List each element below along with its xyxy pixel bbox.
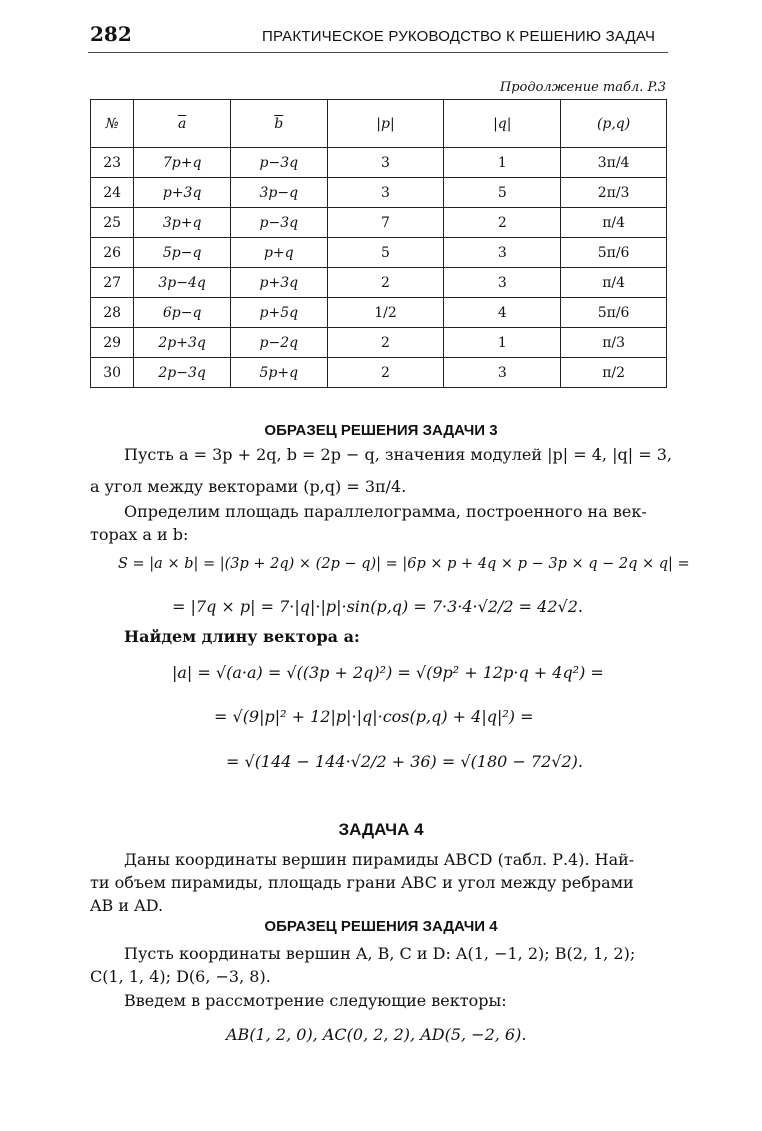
table-cell: 2π/3 <box>561 178 667 208</box>
table-row <box>91 298 667 328</box>
table-cell: 5p−q <box>134 238 231 268</box>
table-cell: 24 <box>91 178 134 208</box>
page-number: 282 <box>90 22 132 46</box>
sample4-paragraph-1b: C(1, 1, 4); D(6, −3, 8). <box>90 967 271 986</box>
col-angle: (p,q) <box>561 100 667 148</box>
table-cell: 2 <box>327 328 444 358</box>
table-cell: 4 <box>444 298 561 328</box>
col-p-mod: |p| <box>327 100 444 148</box>
sample3-paragraph-3a: Определим площадь параллелограмма, построенного на век- <box>124 502 647 521</box>
table-cell: 26 <box>91 238 134 268</box>
sample4-equation-1: AB(1, 2, 0), AC(0, 2, 2), AD(5, −2, 6). <box>226 1025 527 1044</box>
table-cell: 28 <box>91 298 134 328</box>
col-number: № <box>91 100 134 148</box>
task4-paragraph-1b: ти объем пирамиды, площадь грани ABC и угол между ребрами <box>90 873 634 892</box>
task4-paragraph-1c: AB и AD. <box>90 896 164 915</box>
table-cell: 25 <box>91 208 134 238</box>
table-row <box>91 148 667 178</box>
sample3-title: ОБРАЗЕЦ РЕШЕНИЯ ЗАДАЧИ 3 <box>264 422 498 439</box>
sample3-paragraph-2: а угол между векторами (p,q) = 3π/4. <box>90 477 407 496</box>
table-cell: 27 <box>91 268 134 298</box>
table-cell: 7 <box>327 208 444 238</box>
table-cell: 3π/4 <box>561 148 667 178</box>
sample3-equation-2: = |7q × p| = 7·|q|·|p|·sin(p,q) = 7·3·4·√2/2 = 42√2. <box>172 597 583 616</box>
table-cell: 23 <box>91 148 134 178</box>
table-row <box>91 358 667 388</box>
running-header: ПРАКТИЧЕСКОЕ РУКОВОДСТВО К РЕШЕНИЮ ЗАДАЧ <box>262 28 656 45</box>
header-divider <box>88 52 668 53</box>
task4-title: ЗАДАЧА 4 <box>338 820 424 839</box>
table-cell: 5π/6 <box>561 298 667 328</box>
table-cell: 29 <box>91 328 134 358</box>
table-cell: 3p+q <box>134 208 231 238</box>
table-cell: 1 <box>444 148 561 178</box>
table-row <box>91 208 667 238</box>
table-row <box>91 328 667 358</box>
table-row <box>91 238 667 268</box>
table-cell: 3 <box>444 238 561 268</box>
table-cell: 3p−4q <box>134 268 231 298</box>
sample4-title: ОБРАЗЕЦ РЕШЕНИЯ ЗАДАЧИ 4 <box>264 918 498 935</box>
table-cell: p−3q <box>230 208 327 238</box>
table-cell: 3 <box>327 148 444 178</box>
table-header-row <box>91 100 667 148</box>
table-cell: 7p+q <box>134 148 231 178</box>
table-cell: 2 <box>327 268 444 298</box>
table-cell: 2p+3q <box>134 328 231 358</box>
sample3-equation-3: |a| = √(a·a) = √((3p + 2q)²) = √(9p² + 12p·q + 4q²) = <box>172 663 604 682</box>
table-cell: p+3q <box>230 268 327 298</box>
table-cell: 3 <box>327 178 444 208</box>
sample3-equation-1: S = |a × b| = |(3p + 2q) × (2p − q)| = |6p × p + 4q × p − 3p × q − 2q × q| = <box>118 556 690 572</box>
sample3-equation-5: = √(144 − 144·√2/2 + 36) = √(180 − 72√2). <box>226 752 583 771</box>
table-row <box>91 178 667 208</box>
col-q-mod: |q| <box>444 100 561 148</box>
col-a: $\overline{a}$ <box>134 100 231 148</box>
table-cell: 2p−3q <box>134 358 231 388</box>
table-cell: π/4 <box>561 208 667 238</box>
table-cell: 5p+q <box>230 358 327 388</box>
table-cell: 1 <box>444 328 561 358</box>
table-cell: 5 <box>444 178 561 208</box>
table-cell: 2 <box>444 208 561 238</box>
table-cell: 2 <box>327 358 444 388</box>
table-cell: 3p−q <box>230 178 327 208</box>
sample3-paragraph-3b: торах a и b: <box>90 525 189 544</box>
table-cell: p−2q <box>230 328 327 358</box>
table-cell: π/3 <box>561 328 667 358</box>
sample4-paragraph-2: Введем в рассмотрение следующие векторы: <box>124 991 507 1010</box>
col-b: $\overline{b}$ <box>230 100 327 148</box>
table-cell: 1/2 <box>327 298 444 328</box>
table-row <box>91 268 667 298</box>
table-cell: π/2 <box>561 358 667 388</box>
task4-paragraph-1a: Даны координаты вершин пирамиды ABCD (табл. Р.4). Най- <box>124 850 635 869</box>
table-cell: 5 <box>327 238 444 268</box>
table-cell: p−3q <box>230 148 327 178</box>
table-caption: Продолжение табл. P.3 <box>499 80 666 95</box>
table-cell: p+q <box>230 238 327 268</box>
table-cell: π/4 <box>561 268 667 298</box>
table-cell: 6p−q <box>134 298 231 328</box>
table-cell: 5π/6 <box>561 238 667 268</box>
sample3-equation-4: = √(9|p|² + 12|p|·|q|·cos(p,q) + 4|q|²) = <box>214 707 534 726</box>
table-cell: p+3q <box>134 178 231 208</box>
vectors-table <box>90 99 667 388</box>
sample4-paragraph-1a: Пусть координаты вершин A, B, C и D: A(1, −1, 2); B(2, 1, 2); <box>124 944 636 963</box>
sample3-paragraph-1: Пусть a = 3p + 2q, b = 2p − q, значения модулей |p| = 4, |q| = 3, <box>124 445 672 464</box>
table-cell: 3 <box>444 358 561 388</box>
table-cell: p+5q <box>230 298 327 328</box>
table-cell: 30 <box>91 358 134 388</box>
table-cell: 3 <box>444 268 561 298</box>
sample3-paragraph-4: Найдем длину вектора a: <box>124 627 360 646</box>
